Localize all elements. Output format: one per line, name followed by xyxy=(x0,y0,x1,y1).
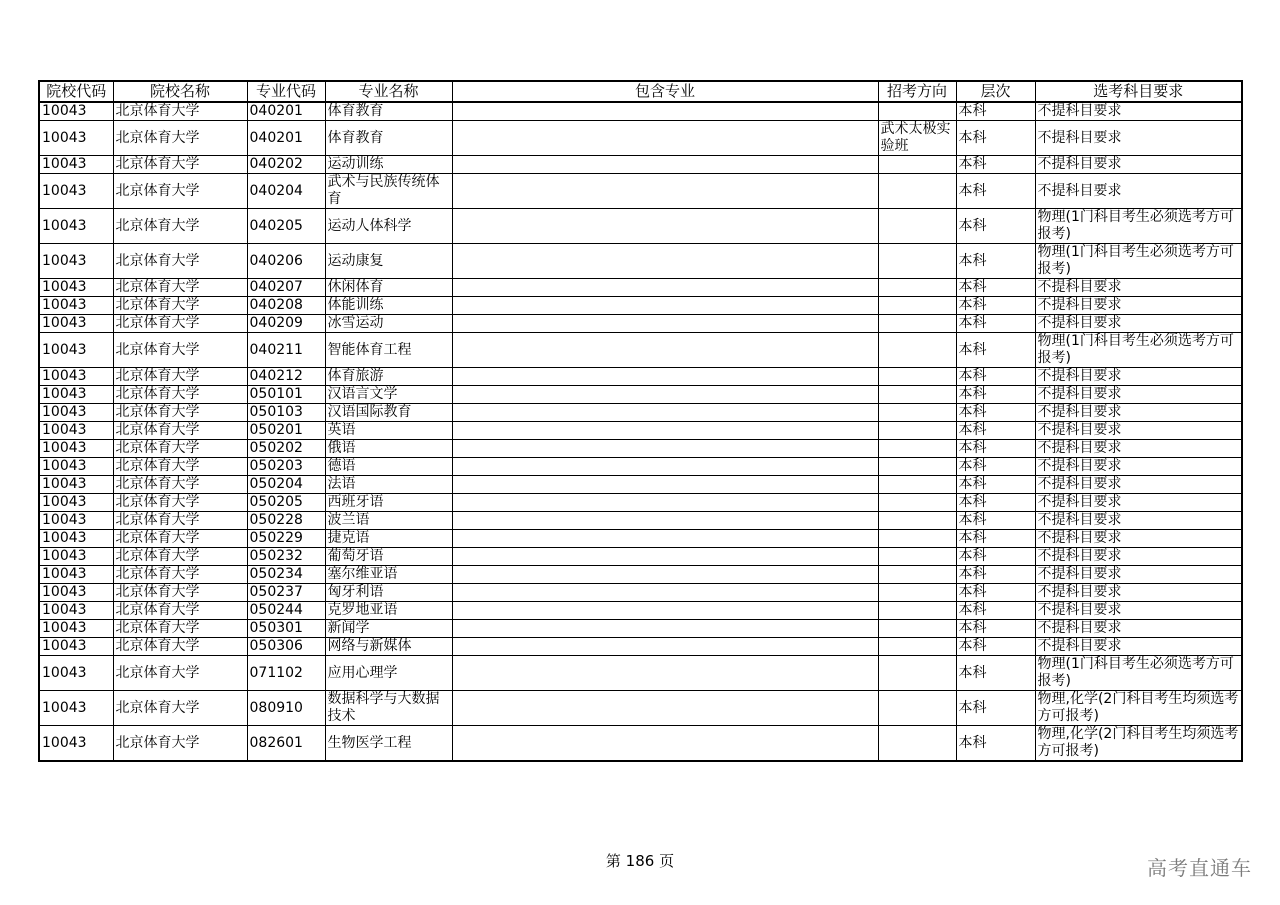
direction-cell xyxy=(878,422,956,440)
school-code-cell: 10043 xyxy=(39,620,113,638)
included-majors-cell xyxy=(452,279,878,297)
direction-cell xyxy=(878,333,956,368)
direction-cell: 武术太极实验班 xyxy=(878,121,956,156)
subject-requirement-cell: 不提科目要求 xyxy=(1035,602,1242,620)
level-cell: 本科 xyxy=(956,620,1035,638)
table-row xyxy=(39,209,1242,244)
school-name-cell: 北京体育大学 xyxy=(113,422,247,440)
header-subject-requirement: 选考科目要求 xyxy=(1035,81,1242,102)
level-cell: 本科 xyxy=(956,548,1035,566)
level-cell: 本科 xyxy=(956,494,1035,512)
level-cell: 本科 xyxy=(956,333,1035,368)
included-majors-cell xyxy=(452,602,878,620)
table-row xyxy=(39,548,1242,566)
school-name-cell: 北京体育大学 xyxy=(113,512,247,530)
school-code-cell: 10043 xyxy=(39,512,113,530)
school-name-cell: 北京体育大学 xyxy=(113,548,247,566)
school-code-cell: 10043 xyxy=(39,476,113,494)
major-code-cell: 050201 xyxy=(247,422,325,440)
school-name-cell: 北京体育大学 xyxy=(113,121,247,156)
major-name-cell: 匈牙利语 xyxy=(325,584,452,602)
page-number: 第 186 页 xyxy=(605,852,675,870)
subject-requirement-cell: 不提科目要求 xyxy=(1035,584,1242,602)
included-majors-cell xyxy=(452,404,878,422)
subject-requirement-cell: 物理(1门科目考生必须选考方可报考) xyxy=(1035,333,1242,368)
subject-requirement-cell: 不提科目要求 xyxy=(1035,458,1242,476)
major-code-cell: 050244 xyxy=(247,602,325,620)
major-name-cell: 武术与民族传统体育 xyxy=(325,174,452,209)
subject-requirement-cell: 不提科目要求 xyxy=(1035,530,1242,548)
included-majors-cell xyxy=(452,584,878,602)
direction-cell xyxy=(878,476,956,494)
school-name-cell: 北京体育大学 xyxy=(113,102,247,121)
major-name-cell: 运动人体科学 xyxy=(325,209,452,244)
direction-cell xyxy=(878,512,956,530)
major-code-cell: 050228 xyxy=(247,512,325,530)
table-row xyxy=(39,315,1242,333)
subject-requirement-cell: 物理(1门科目考生必须选考方可报考) xyxy=(1035,244,1242,279)
direction-cell xyxy=(878,174,956,209)
included-majors-cell xyxy=(452,368,878,386)
major-code-cell: 050301 xyxy=(247,620,325,638)
direction-cell xyxy=(878,315,956,333)
school-code-cell: 10043 xyxy=(39,494,113,512)
major-code-cell: 050101 xyxy=(247,386,325,404)
school-code-cell: 10043 xyxy=(39,602,113,620)
header-major-code: 专业代码 xyxy=(247,81,325,102)
table-body xyxy=(39,102,1242,761)
level-cell: 本科 xyxy=(956,458,1035,476)
table-row xyxy=(39,458,1242,476)
subject-requirement-cell: 不提科目要求 xyxy=(1035,315,1242,333)
table-row xyxy=(39,156,1242,174)
direction-cell xyxy=(878,548,956,566)
major-code-cell: 040204 xyxy=(247,174,325,209)
direction-cell xyxy=(878,440,956,458)
table-row xyxy=(39,584,1242,602)
level-cell: 本科 xyxy=(956,156,1035,174)
major-name-cell: 法语 xyxy=(325,476,452,494)
subject-requirement-cell: 不提科目要求 xyxy=(1035,279,1242,297)
table-row xyxy=(39,476,1242,494)
major-name-cell: 数据科学与大数据技术 xyxy=(325,691,452,726)
direction-cell xyxy=(878,602,956,620)
table-row xyxy=(39,386,1242,404)
included-majors-cell xyxy=(452,297,878,315)
table-row xyxy=(39,620,1242,638)
included-majors-cell xyxy=(452,530,878,548)
school-code-cell: 10043 xyxy=(39,656,113,691)
subject-requirement-cell: 不提科目要求 xyxy=(1035,386,1242,404)
major-name-cell: 捷克语 xyxy=(325,530,452,548)
level-cell: 本科 xyxy=(956,440,1035,458)
header-level: 层次 xyxy=(956,81,1035,102)
school-name-cell: 北京体育大学 xyxy=(113,386,247,404)
included-majors-cell xyxy=(452,691,878,726)
included-majors-cell xyxy=(452,638,878,656)
table-row xyxy=(39,244,1242,279)
level-cell: 本科 xyxy=(956,656,1035,691)
included-majors-cell xyxy=(452,121,878,156)
header-major-name: 专业名称 xyxy=(325,81,452,102)
table-row xyxy=(39,102,1242,121)
table-row xyxy=(39,512,1242,530)
subject-requirement-cell: 不提科目要求 xyxy=(1035,638,1242,656)
table-row xyxy=(39,494,1242,512)
major-code-cell: 040212 xyxy=(247,368,325,386)
major-code-cell: 040206 xyxy=(247,244,325,279)
table-row xyxy=(39,422,1242,440)
subject-requirement-cell: 不提科目要求 xyxy=(1035,512,1242,530)
direction-cell xyxy=(878,691,956,726)
table-row xyxy=(39,279,1242,297)
school-code-cell: 10043 xyxy=(39,209,113,244)
major-code-cell: 050306 xyxy=(247,638,325,656)
subject-requirement-cell: 不提科目要求 xyxy=(1035,121,1242,156)
level-cell: 本科 xyxy=(956,530,1035,548)
included-majors-cell xyxy=(452,422,878,440)
subject-requirement-cell: 物理(1门科目考生必须选考方可报考) xyxy=(1035,656,1242,691)
major-name-cell: 运动康复 xyxy=(325,244,452,279)
direction-cell xyxy=(878,458,956,476)
level-cell: 本科 xyxy=(956,174,1035,209)
major-code-cell: 050202 xyxy=(247,440,325,458)
subject-requirement-cell: 不提科目要求 xyxy=(1035,297,1242,315)
school-code-cell: 10043 xyxy=(39,638,113,656)
subject-requirement-cell: 不提科目要求 xyxy=(1035,404,1242,422)
subject-requirement-cell: 不提科目要求 xyxy=(1035,440,1242,458)
major-name-cell: 塞尔维亚语 xyxy=(325,566,452,584)
table-header xyxy=(39,81,1242,102)
school-code-cell: 10043 xyxy=(39,121,113,156)
major-name-cell: 休闲体育 xyxy=(325,279,452,297)
school-code-cell: 10043 xyxy=(39,404,113,422)
level-cell: 本科 xyxy=(956,209,1035,244)
school-code-cell: 10043 xyxy=(39,691,113,726)
major-name-cell: 智能体育工程 xyxy=(325,333,452,368)
major-name-cell: 体育教育 xyxy=(325,121,452,156)
subject-requirement-cell: 物理,化学(2门科目考生均须选考方可报考) xyxy=(1035,726,1242,762)
school-code-cell: 10043 xyxy=(39,584,113,602)
subject-requirement-cell: 物理(1门科目考生必须选考方可报考) xyxy=(1035,209,1242,244)
included-majors-cell xyxy=(452,209,878,244)
major-code-cell: 040201 xyxy=(247,121,325,156)
school-name-cell: 北京体育大学 xyxy=(113,494,247,512)
major-name-cell: 运动训练 xyxy=(325,156,452,174)
level-cell: 本科 xyxy=(956,368,1035,386)
school-code-cell: 10043 xyxy=(39,333,113,368)
school-name-cell: 北京体育大学 xyxy=(113,244,247,279)
subject-requirement-cell: 物理,化学(2门科目考生均须选考方可报考) xyxy=(1035,691,1242,726)
major-name-cell: 波兰语 xyxy=(325,512,452,530)
direction-cell xyxy=(878,279,956,297)
table-row xyxy=(39,602,1242,620)
subject-requirement-cell: 不提科目要求 xyxy=(1035,102,1242,121)
school-name-cell: 北京体育大学 xyxy=(113,174,247,209)
watermark: 高考直通车 xyxy=(1147,856,1252,880)
table-row xyxy=(39,691,1242,726)
level-cell: 本科 xyxy=(956,422,1035,440)
major-name-cell: 应用心理学 xyxy=(325,656,452,691)
school-name-cell: 北京体育大学 xyxy=(113,726,247,762)
included-majors-cell xyxy=(452,566,878,584)
school-code-cell: 10043 xyxy=(39,422,113,440)
school-name-cell: 北京体育大学 xyxy=(113,209,247,244)
major-name-cell: 西班牙语 xyxy=(325,494,452,512)
included-majors-cell xyxy=(452,386,878,404)
major-name-cell: 网络与新媒体 xyxy=(325,638,452,656)
major-code-cell: 040207 xyxy=(247,279,325,297)
direction-cell xyxy=(878,386,956,404)
major-name-cell: 德语 xyxy=(325,458,452,476)
table-row xyxy=(39,638,1242,656)
table-row xyxy=(39,404,1242,422)
major-name-cell: 体育旅游 xyxy=(325,368,452,386)
school-name-cell: 北京体育大学 xyxy=(113,476,247,494)
included-majors-cell xyxy=(452,494,878,512)
direction-cell xyxy=(878,656,956,691)
table-row xyxy=(39,174,1242,209)
major-name-cell: 体育教育 xyxy=(325,102,452,121)
subject-requirement-cell: 不提科目要求 xyxy=(1035,476,1242,494)
school-name-cell: 北京体育大学 xyxy=(113,440,247,458)
school-name-cell: 北京体育大学 xyxy=(113,333,247,368)
level-cell: 本科 xyxy=(956,315,1035,333)
subject-requirement-cell: 不提科目要求 xyxy=(1035,548,1242,566)
table-row xyxy=(39,121,1242,156)
school-name-cell: 北京体育大学 xyxy=(113,691,247,726)
table-row xyxy=(39,566,1242,584)
included-majors-cell xyxy=(452,620,878,638)
included-majors-cell xyxy=(452,476,878,494)
school-code-cell: 10043 xyxy=(39,368,113,386)
school-code-cell: 10043 xyxy=(39,566,113,584)
major-code-cell: 040201 xyxy=(247,102,325,121)
major-code-cell: 050234 xyxy=(247,566,325,584)
major-code-cell: 050229 xyxy=(247,530,325,548)
table-row xyxy=(39,656,1242,691)
school-code-cell: 10043 xyxy=(39,315,113,333)
level-cell: 本科 xyxy=(956,404,1035,422)
level-cell: 本科 xyxy=(956,512,1035,530)
header-direction: 招考方向 xyxy=(878,81,956,102)
included-majors-cell xyxy=(452,244,878,279)
school-name-cell: 北京体育大学 xyxy=(113,566,247,584)
school-name-cell: 北京体育大学 xyxy=(113,620,247,638)
school-code-cell: 10043 xyxy=(39,174,113,209)
school-code-cell: 10043 xyxy=(39,102,113,121)
school-name-cell: 北京体育大学 xyxy=(113,530,247,548)
table-row xyxy=(39,440,1242,458)
level-cell: 本科 xyxy=(956,638,1035,656)
major-name-cell: 汉语国际教育 xyxy=(325,404,452,422)
included-majors-cell xyxy=(452,656,878,691)
direction-cell xyxy=(878,566,956,584)
direction-cell xyxy=(878,494,956,512)
table-row xyxy=(39,333,1242,368)
major-name-cell: 体能训练 xyxy=(325,297,452,315)
major-name-cell: 生物医学工程 xyxy=(325,726,452,762)
included-majors-cell xyxy=(452,156,878,174)
major-code-cell: 040211 xyxy=(247,333,325,368)
included-majors-cell xyxy=(452,102,878,121)
school-name-cell: 北京体育大学 xyxy=(113,368,247,386)
major-code-cell: 082601 xyxy=(247,726,325,762)
subject-requirement-cell: 不提科目要求 xyxy=(1035,566,1242,584)
major-code-cell: 040209 xyxy=(247,315,325,333)
major-name-cell: 葡萄牙语 xyxy=(325,548,452,566)
table-row xyxy=(39,297,1242,315)
major-code-cell: 050103 xyxy=(247,404,325,422)
level-cell: 本科 xyxy=(956,584,1035,602)
header-school-code: 院校代码 xyxy=(39,81,113,102)
level-cell: 本科 xyxy=(956,566,1035,584)
level-cell: 本科 xyxy=(956,279,1035,297)
subject-requirement-cell: 不提科目要求 xyxy=(1035,422,1242,440)
direction-cell xyxy=(878,156,956,174)
included-majors-cell xyxy=(452,333,878,368)
included-majors-cell xyxy=(452,726,878,762)
direction-cell xyxy=(878,244,956,279)
subject-requirement-cell: 不提科目要求 xyxy=(1035,156,1242,174)
table-row xyxy=(39,368,1242,386)
included-majors-cell xyxy=(452,458,878,476)
included-majors-cell xyxy=(452,440,878,458)
school-code-cell: 10043 xyxy=(39,548,113,566)
level-cell: 本科 xyxy=(956,602,1035,620)
direction-cell xyxy=(878,620,956,638)
major-name-cell: 冰雪运动 xyxy=(325,315,452,333)
school-code-cell: 10043 xyxy=(39,244,113,279)
admission-table xyxy=(38,80,1243,762)
major-code-cell: 050204 xyxy=(247,476,325,494)
major-code-cell: 050232 xyxy=(247,548,325,566)
table-row xyxy=(39,530,1242,548)
level-cell: 本科 xyxy=(956,297,1035,315)
school-name-cell: 北京体育大学 xyxy=(113,458,247,476)
subject-requirement-cell: 不提科目要求 xyxy=(1035,494,1242,512)
direction-cell xyxy=(878,404,956,422)
school-code-cell: 10043 xyxy=(39,440,113,458)
included-majors-cell xyxy=(452,174,878,209)
direction-cell xyxy=(878,297,956,315)
school-code-cell: 10043 xyxy=(39,297,113,315)
header-included-majors: 包含专业 xyxy=(452,81,878,102)
major-name-cell: 汉语言文学 xyxy=(325,386,452,404)
direction-cell xyxy=(878,530,956,548)
school-code-cell: 10043 xyxy=(39,386,113,404)
school-name-cell: 北京体育大学 xyxy=(113,584,247,602)
school-code-cell: 10043 xyxy=(39,156,113,174)
school-name-cell: 北京体育大学 xyxy=(113,297,247,315)
major-code-cell: 071102 xyxy=(247,656,325,691)
major-code-cell: 050203 xyxy=(247,458,325,476)
major-code-cell: 040202 xyxy=(247,156,325,174)
direction-cell xyxy=(878,102,956,121)
major-name-cell: 英语 xyxy=(325,422,452,440)
school-code-cell: 10043 xyxy=(39,530,113,548)
level-cell: 本科 xyxy=(956,476,1035,494)
school-name-cell: 北京体育大学 xyxy=(113,602,247,620)
level-cell: 本科 xyxy=(956,102,1035,121)
included-majors-cell xyxy=(452,512,878,530)
level-cell: 本科 xyxy=(956,244,1035,279)
major-code-cell: 080910 xyxy=(247,691,325,726)
school-name-cell: 北京体育大学 xyxy=(113,638,247,656)
school-code-cell: 10043 xyxy=(39,279,113,297)
level-cell: 本科 xyxy=(956,726,1035,762)
major-name-cell: 俄语 xyxy=(325,440,452,458)
major-name-cell: 克罗地亚语 xyxy=(325,602,452,620)
direction-cell xyxy=(878,726,956,762)
header-school-name: 院校名称 xyxy=(113,81,247,102)
direction-cell xyxy=(878,368,956,386)
school-code-cell: 10043 xyxy=(39,458,113,476)
school-name-cell: 北京体育大学 xyxy=(113,279,247,297)
direction-cell xyxy=(878,209,956,244)
included-majors-cell xyxy=(452,315,878,333)
school-name-cell: 北京体育大学 xyxy=(113,404,247,422)
major-code-cell: 050237 xyxy=(247,584,325,602)
major-name-cell: 新闻学 xyxy=(325,620,452,638)
major-code-cell: 040208 xyxy=(247,297,325,315)
subject-requirement-cell: 不提科目要求 xyxy=(1035,174,1242,209)
level-cell: 本科 xyxy=(956,691,1035,726)
direction-cell xyxy=(878,638,956,656)
direction-cell xyxy=(878,584,956,602)
header-row xyxy=(39,81,1242,102)
level-cell: 本科 xyxy=(956,386,1035,404)
school-code-cell: 10043 xyxy=(39,726,113,762)
major-code-cell: 050205 xyxy=(247,494,325,512)
major-code-cell: 040205 xyxy=(247,209,325,244)
included-majors-cell xyxy=(452,548,878,566)
level-cell: 本科 xyxy=(956,121,1035,156)
subject-requirement-cell: 不提科目要求 xyxy=(1035,620,1242,638)
table-row xyxy=(39,726,1242,762)
school-name-cell: 北京体育大学 xyxy=(113,156,247,174)
school-name-cell: 北京体育大学 xyxy=(113,315,247,333)
school-name-cell: 北京体育大学 xyxy=(113,656,247,691)
subject-requirement-cell: 不提科目要求 xyxy=(1035,368,1242,386)
